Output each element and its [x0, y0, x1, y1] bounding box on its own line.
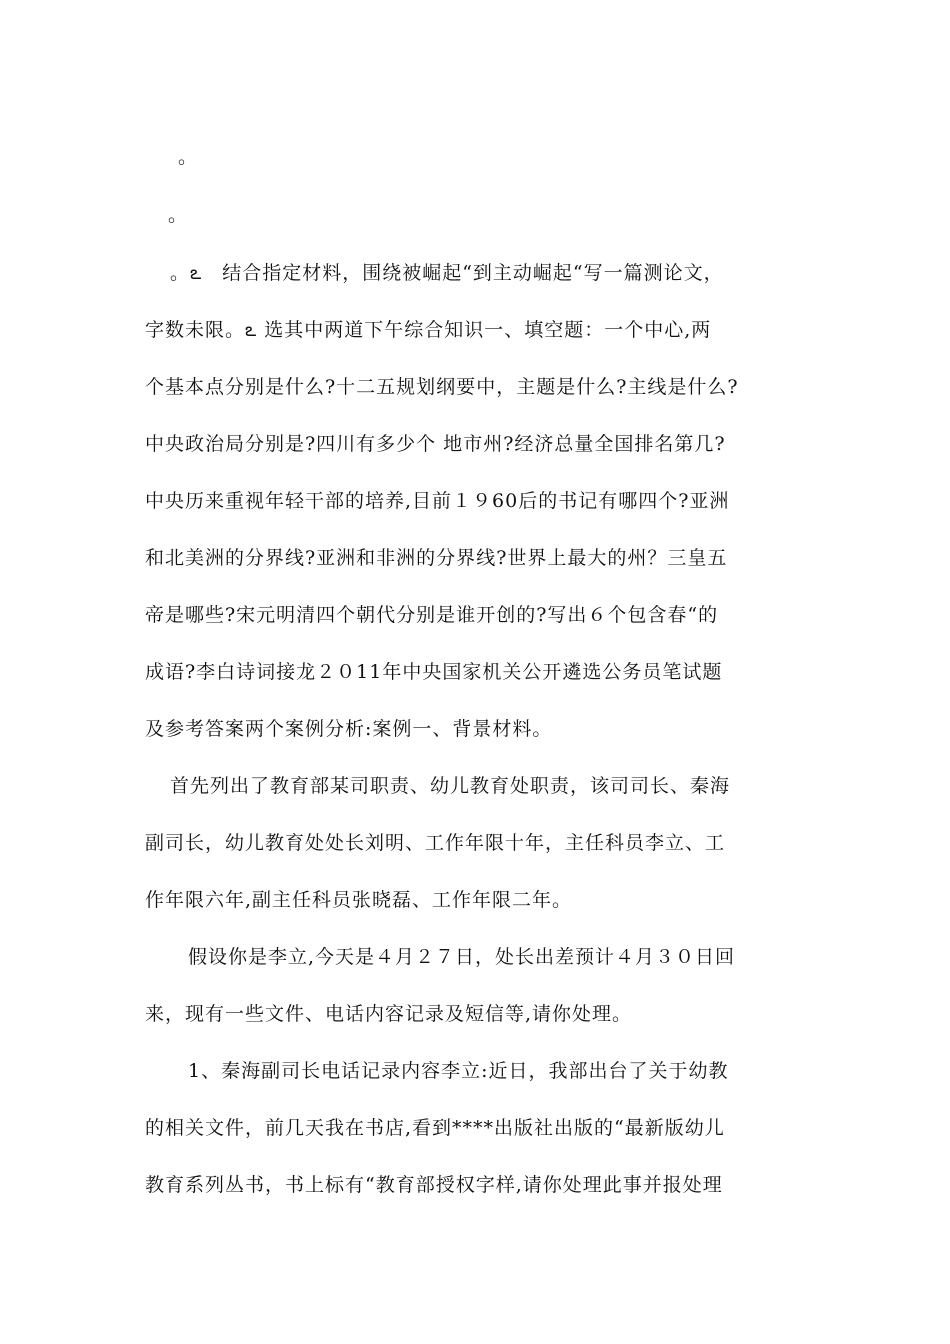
- text-line: 来，现有一些文件、电话内容记录及短信等,请你处理。: [145, 1003, 633, 1025]
- text-line: 教育系列丛书，书上标有“教育部授权字样,请你处理此事并报处理: [145, 1174, 723, 1196]
- text-line: 作年限六年,副主任科员张晓磊、工作年限二年。: [145, 889, 573, 911]
- text-line: 及参考答案两个案例分析:案例一、背景材料。: [145, 718, 553, 740]
- text-line: 的相关文件，前几天我在书店,看到****出版社出版的“最新版幼儿: [145, 1117, 725, 1139]
- text-line: 字数未限。ఽ 选其中两道下午综合知识一、填空题：一个中心,两: [145, 319, 712, 341]
- text-line: 。ఽ 结合指定材料，围绕被崛起“到主动崛起“写一篇测论文，: [170, 262, 724, 284]
- text-line: 个基本点分别是什么?十二五规划纲要中，主题是什么?主线是什么?: [145, 376, 739, 398]
- text-line: 和北美洲的分界线?亚洲和非洲的分界线?世界上最大的州？三皇五: [145, 547, 728, 569]
- text-line: 成语?李白诗词接龙２０11年中央国家机关公开遴选公务员笔试题: [145, 661, 723, 683]
- text-line: 中央历来重视年轻干部的培养,目前１９60后的书记有哪四个?亚洲: [145, 490, 730, 512]
- text-line: 1、秦海副司长电话记录内容李立:近日，我部出台了关于幼教: [188, 1060, 729, 1082]
- text-line: 。: [178, 146, 199, 168]
- text-line: 假设你是李立,今天是４月２７日，处长出差预计４月３０日回: [188, 946, 736, 968]
- text-line: 首先列出了教育部某司职责、幼儿教育处职责，该司司长、秦海: [170, 775, 731, 797]
- text-line: 。: [168, 204, 189, 226]
- text-line: 中央政治局分别是?四川有多少个 地市州?经济总量全国排名第几?: [145, 433, 726, 455]
- text-line: 副司长，幼儿教育处处长刘明、工作年限十年，主任科员李立、工: [145, 832, 726, 854]
- text-line: 帝是哪些?宋元明清四个朝代分别是谁开创的?写出６个包含春“的: [145, 604, 719, 626]
